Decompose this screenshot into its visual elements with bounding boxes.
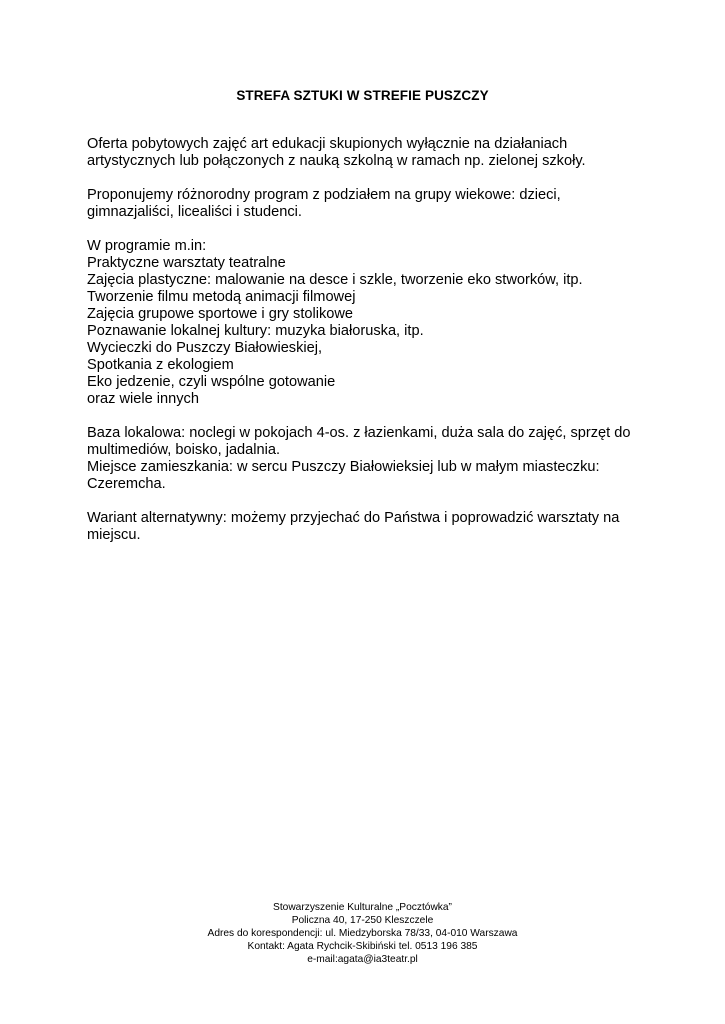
footer-email: e-mail:agata@ia3teatr.pl (307, 954, 418, 965)
program-item: Praktyczne warsztaty teatralne (87, 255, 286, 271)
program-intro: W programie m.in: (87, 238, 207, 254)
footer-contact (0, 901, 725, 966)
program-item: Zajęcia plastyczne: malowanie na desce i szkle, tworzenie eko stworków, itp. (87, 272, 583, 288)
document-title: STREFA SZTUKI W STREFIE PUSZCZY (236, 88, 489, 103)
program-item: Wycieczki do Puszczy Białowieskiej, (87, 340, 323, 356)
footer-address: Policzna 40, 17-250 Kleszczele (291, 915, 434, 926)
program-item: Eko jedzenie, czyli wspólne gotowanie (87, 374, 336, 390)
program-item: Tworzenie filmu metodą animacji filmowej (87, 289, 356, 305)
document-body (87, 136, 647, 544)
footer-organization: Stowarzyszenie Kulturalne „Pocztówka” (273, 902, 452, 913)
accommodation-paragraph: Baza lokalowa: noclegi w pokojach 4-os. z łazienkami, duża sala do zajęć, sprzęt do multimediów, boisko, jadalnia. (87, 425, 631, 458)
program-list (87, 238, 647, 408)
footer-contact-phone: Kontakt: Agata Rychcik-Skibiński tel. 0513 196 385 (247, 941, 478, 952)
program-item: Zajęcia grupowe sportowe i gry stolikowe (87, 306, 354, 322)
alternative-paragraph: Wariant alternatywny: możemy przyjechać do Państwa i poprowadzić warsztaty na miejscu. (87, 510, 620, 543)
program-item: oraz wiele innych (87, 391, 199, 407)
program-groups-paragraph: Proponujemy różnorodny program z podziałem na grupy wiekowe: dzieci, gimnazjaliści, licealiści i studenci. (87, 187, 561, 220)
program-item: Poznawanie lokalnej kultury: muzyka białoruska, itp. (87, 323, 424, 339)
location-paragraph: Miejsce zamieszkania: w sercu Puszczy Białowieksiej lub w małym miasteczku: Czeremcha. (87, 459, 600, 492)
program-item: Spotkania z ekologiem (87, 357, 234, 373)
offer-paragraph: Oferta pobytowych zajęć art edukacji skupionych wyłącznie na działaniach artystycznych lub połączonych z nauką szkolną w ramach np. zielonej szkoły. (87, 136, 586, 169)
footer-correspondence-address: Adres do korespondencji: ul. Miedzyborska 78/33, 04-010 Warszawa (207, 928, 518, 939)
